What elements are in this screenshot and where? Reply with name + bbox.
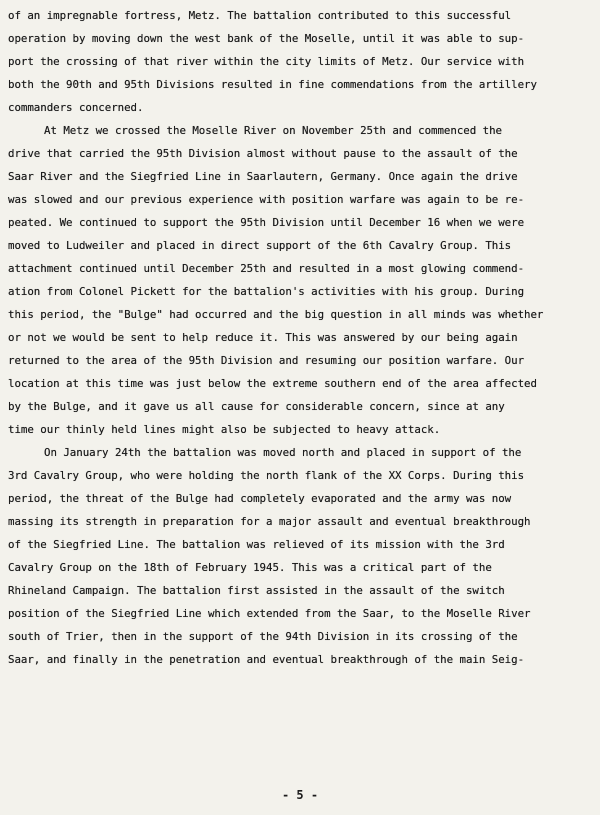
- text-line: peated. We continued to support the 95th Division until December 16 when we were: [8, 216, 525, 229]
- page-number: - 5 -: [281, 788, 319, 802]
- text-line: period, the threat of the Bulge had completely evaporated and the army was now: [8, 492, 512, 505]
- text-line: by the Bulge, and it gave us all cause for considerable concern, since at any: [8, 400, 505, 413]
- text-line: port the crossing of that river within the city limits of Metz. Our service with: [8, 55, 525, 68]
- text-line: Rhineland Campaign. The battalion first assisted in the assault of the switch: [8, 584, 505, 597]
- text-line: position of the Siegfried Line which extended from the Saar, to the Moselle River: [8, 607, 531, 620]
- text-line: 3rd Cavalry Group, who were holding the north flank of the XX Corps. During this: [8, 469, 525, 482]
- text-line: of the Siegfried Line. The battalion was relieved of its mission with the 3rd: [8, 538, 505, 551]
- text-line: On January 24th the battalion was moved north and placed in support of the: [44, 446, 522, 459]
- text-line: Cavalry Group on the 18th of February 1945. This was a critical part of the: [8, 561, 492, 574]
- body-text: [8, 4, 592, 671]
- text-line: of an impregnable fortress, Metz. The battalion contributed to this successful: [8, 9, 512, 22]
- text-line: operation by moving down the west bank of the Moselle, until it was able to sup-: [8, 32, 525, 45]
- text-line: attachment continued until December 25th and resulted in a most glowing commend-: [8, 262, 525, 275]
- text-line: At Metz we crossed the Moselle River on November 25th and commenced the: [44, 124, 502, 137]
- text-line: or not we would be sent to help reduce it. This was answered by our being again: [8, 331, 518, 344]
- text-line: location at this time was just below the extreme southern end of the area affected: [8, 377, 537, 390]
- text-line: massing its strength in preparation for a major assault and eventual breakthrough: [8, 515, 531, 528]
- text-line: commanders concerned.: [8, 101, 144, 114]
- text-line: drive that carried the 95th Division almost without pause to the assault of the: [8, 147, 518, 160]
- text-line: both the 90th and 95th Divisions resulted in fine commendations from the artillery: [8, 78, 537, 91]
- text-line: south of Trier, then in the support of the 94th Division in its crossing of the: [8, 630, 518, 643]
- text-line: was slowed and our previous experience with position warfare was again to be re-: [8, 193, 525, 206]
- text-line: Saar River and the Siegfried Line in Saarlautern, Germany. Once again the drive: [8, 170, 518, 183]
- text-line: returned to the area of the 95th Division and resuming our position warfare. Our: [8, 354, 525, 367]
- text-line: Saar, and finally in the penetration and eventual breakthrough of the main Seig-: [8, 653, 525, 666]
- text-line: this period, the "Bulge" had occurred and the big question in all minds was whether: [8, 308, 544, 321]
- text-line: moved to Ludweiler and placed in direct support of the 6th Cavalry Group. This: [8, 239, 512, 252]
- text-line: ation from Colonel Pickett for the battalion's activities with his group. During: [8, 285, 525, 298]
- text-line: time our thinly held lines might also be subjected to heavy attack.: [8, 423, 441, 436]
